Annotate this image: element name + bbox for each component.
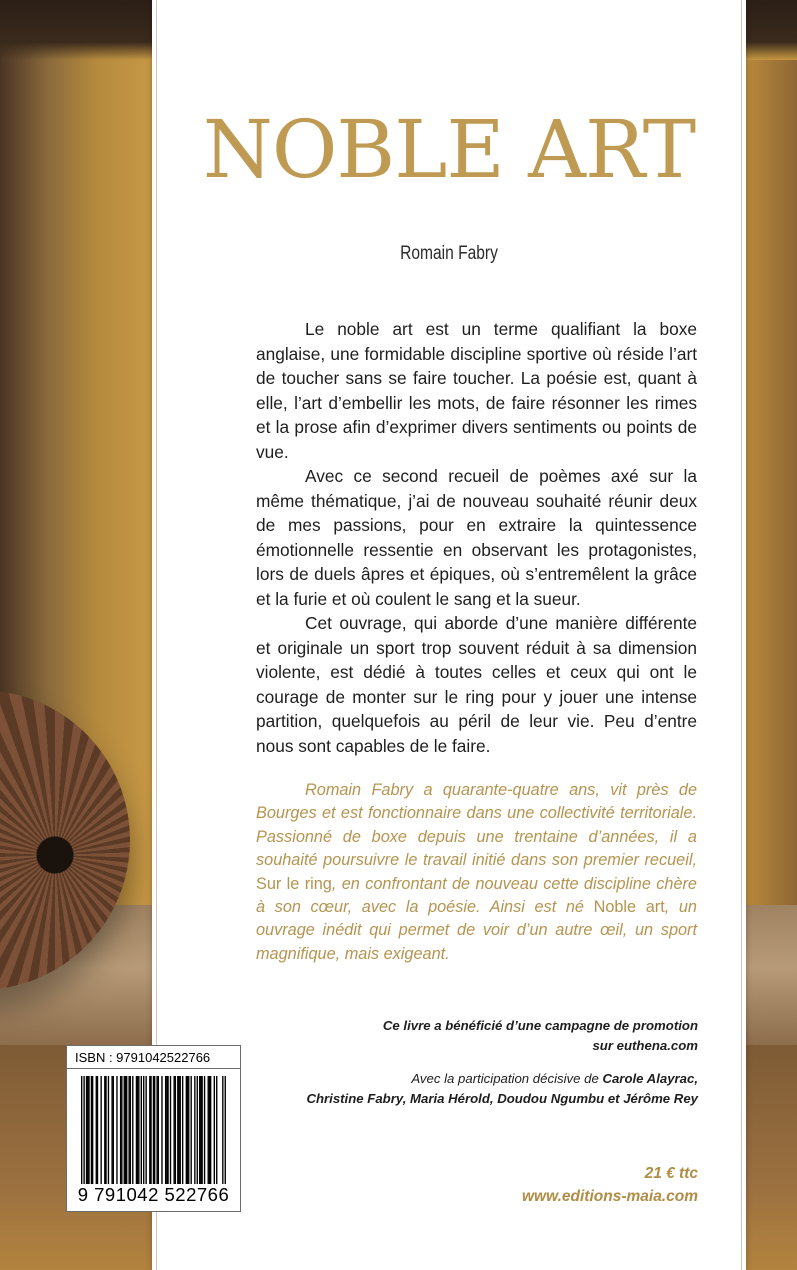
- barcode-bar: [187, 1076, 188, 1184]
- barcode-bar: [143, 1076, 144, 1184]
- barcode-bar: [208, 1076, 209, 1184]
- isbn-label: ISBN : 9791042522766: [75, 1050, 211, 1065]
- bio-text: , un ouvrage inédit qui permet de voir d’un autre œil, un sport magnifique, mais exigeant.: [256, 898, 697, 963]
- barcode-bar: [124, 1076, 125, 1184]
- barcode-bar: [156, 1076, 157, 1184]
- barcode-bar: [105, 1076, 106, 1184]
- barcode-bar: [222, 1076, 223, 1184]
- barcode-bar: [165, 1076, 166, 1184]
- bio-text: , en confrontant de nouveau cette discipline chère à son cœur, avec la poésie. Ainsi est né: [256, 874, 697, 917]
- barcode-bar: [87, 1076, 88, 1184]
- barcode-bar: [104, 1076, 105, 1184]
- credits-prefix: Avec la participation décisive de: [411, 1071, 603, 1086]
- barcode-bar: [199, 1076, 200, 1184]
- barcode-bar: [214, 1076, 215, 1184]
- barcode-bar: [186, 1076, 187, 1184]
- barcode-bar: [216, 1076, 217, 1184]
- barcode-bar: [125, 1076, 126, 1184]
- barcode-bar: [225, 1076, 226, 1184]
- barcode-bar: [180, 1076, 181, 1184]
- barcode-bar: [161, 1076, 162, 1184]
- promo-link-text: sur euthena.com: [592, 1038, 698, 1053]
- credits-line: [238, 1089, 698, 1109]
- barcode-bar: [150, 1076, 151, 1184]
- blurb: [256, 317, 697, 758]
- barcode-bar: [191, 1076, 192, 1184]
- barcode-bar: [86, 1076, 87, 1184]
- barcode-bar: [137, 1076, 138, 1184]
- barcode-bar: [201, 1076, 202, 1184]
- barcode-bar: [153, 1076, 154, 1184]
- credits-line: [238, 1069, 698, 1089]
- barcode-bar: [108, 1076, 109, 1184]
- barcode-bar: [204, 1076, 205, 1184]
- isbn-separator: [67, 1068, 240, 1069]
- barcode-bar: [100, 1076, 101, 1184]
- barcode-bar: [130, 1076, 131, 1184]
- barcode-bar: [188, 1076, 189, 1184]
- barcode-bar: [209, 1076, 210, 1184]
- barcode-bar: [182, 1076, 183, 1184]
- credits: [238, 1069, 698, 1109]
- barcode-bar: [166, 1076, 167, 1184]
- barcode-bar: [167, 1076, 168, 1184]
- barcode-bar: [113, 1076, 114, 1184]
- barcode-bar: [88, 1076, 89, 1184]
- barcode-bar: [126, 1076, 127, 1184]
- background-right: [737, 60, 797, 905]
- barcode-bar: [91, 1076, 92, 1184]
- barcode-bar: [173, 1076, 174, 1184]
- barcode-digits: 9 791042 522766: [77, 1184, 230, 1205]
- credits-names: Christine Fabry, Maria Hérold, Doudou Ngumbu et Jérôme Rey: [306, 1091, 698, 1106]
- price: 21 € ttc: [644, 1165, 698, 1182]
- barcode-bar: [121, 1076, 122, 1184]
- book-title: NOBLE ART: [202, 103, 696, 196]
- barcode-bar: [154, 1076, 155, 1184]
- barcode-bar: [138, 1076, 139, 1184]
- barcode-box: [66, 1045, 241, 1212]
- bio-work-title: Noble art: [593, 898, 665, 917]
- barcode-bar: [158, 1076, 159, 1184]
- barcode-bar: [128, 1076, 129, 1184]
- blurb-paragraph: Avec ce second recueil de poèmes axé sur la même thématique, j’ai de nouveau souhaité réunir deux de mes passions, pour en extraire la quintessence émotionnelle ressentie en observant les protagonistes, lors de duels âpres et épiques, où s’entremêlent la grâce et la furie et où coulent le sang et la sueur.: [256, 466, 697, 609]
- barcode-bar: [81, 1076, 82, 1184]
- barcode-bar: [149, 1076, 150, 1184]
- barcode-bar: [111, 1076, 112, 1184]
- promo-note: [258, 1016, 698, 1056]
- barcode-bar: [120, 1076, 121, 1184]
- blurb-paragraph: Cet ouvrage, qui aborde d’une manière différente et originale un sport trop souvent réduit à sa dimension violente, est dédié à toutes celles et ceux qui ont le courage de monter sur le ring pour y jouer une intense partition, quelquefois au péril de leur vie. Peu d’entre nous sont capables de le faire.: [256, 613, 697, 756]
- barcode-bar: [141, 1076, 142, 1184]
- text-panel: [152, 0, 746, 1270]
- barcode-bar: [175, 1076, 176, 1184]
- publisher-website: www.editions-maia.com: [522, 1188, 698, 1205]
- barcode-bar: [210, 1076, 211, 1184]
- barcode-bar: [194, 1076, 195, 1184]
- barcode-bar: [83, 1076, 84, 1184]
- barcode-bar: [177, 1076, 178, 1184]
- bio-text: Romain Fabry a quarante-quatre ans, vit près de Bourges et est fonctionnaire dans une collectivité territoriale. Passionné de boxe depuis une trentaine d’années, il a souhaité poursuivre le travail initié dans son premier recueil,: [256, 781, 697, 870]
- credits-names: Carole Alayrac,: [602, 1071, 698, 1086]
- barcode-bar: [136, 1076, 137, 1184]
- barcode-bar: [170, 1076, 171, 1184]
- barcode-bar: [178, 1076, 179, 1184]
- bio-work-title: Sur le ring: [256, 874, 332, 893]
- barcode-bar: [132, 1076, 133, 1184]
- barcode-bars: [81, 1076, 227, 1184]
- barcode-bar: [145, 1076, 146, 1184]
- barcode-bar: [97, 1076, 98, 1184]
- promo-line: Ce livre a bénéficié d’une campagne de promotion: [382, 1018, 698, 1033]
- book-author: Romain Fabry: [400, 243, 498, 264]
- barcode-bar: [197, 1076, 198, 1184]
- barcode-bar: [92, 1076, 93, 1184]
- author-bio: [256, 779, 697, 966]
- barcode-bar: [116, 1076, 117, 1184]
- blurb-paragraph: Le noble art est un terme qualifiant la boxe anglaise, une formidable discipline sportive où réside l’art de toucher sans se faire toucher. La poésie est, quant à elle, l’art d’embellir les mots, de faire résonner les rimes et la prose afin d’exprimer divers sentiments ou points de vue.: [256, 319, 697, 462]
- barcode-bar: [96, 1076, 97, 1184]
- barcode-bar: [200, 1076, 201, 1184]
